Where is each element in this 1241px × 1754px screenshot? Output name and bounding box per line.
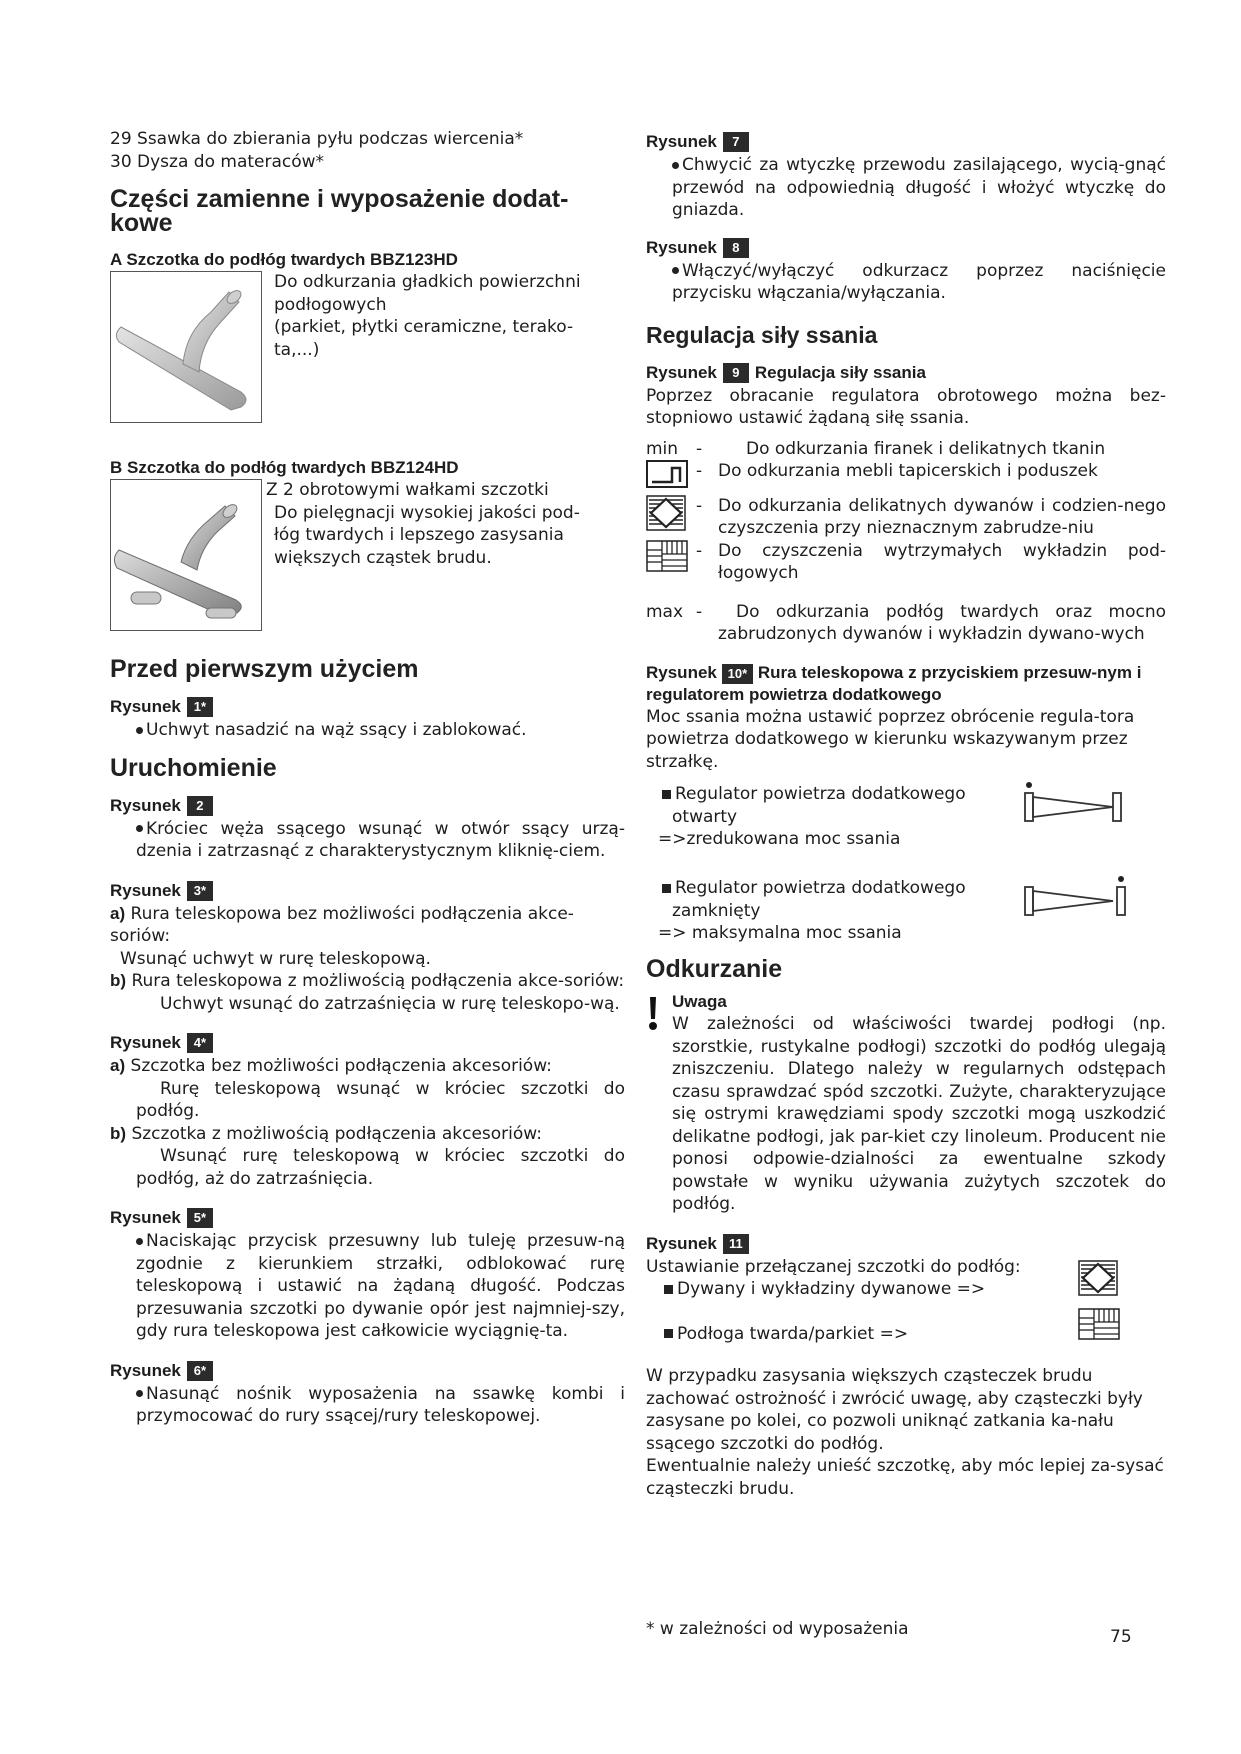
- regulator-open: Regulator powietrza dodatkowego otwarty =>zredukowana moc ssania: [646, 783, 1166, 861]
- section-heading: Uruchomienie: [110, 753, 277, 782]
- instruction-action: Rurę teleskopową wsunąć w króciec szczotki do podłóg.: [136, 1078, 625, 1121]
- instruction: Naciskając przycisk przesuwny lub tuleję przesuw-ną zgodnie z kierunkiem strzałki, odblokować rurę teleskopową i ustawić na żądaną długość. Podczas przesuwania szczotki po dywanie opór jest najmniej-szy, gdy rura teleskopowa jest całkowicie wyciągnię-ta.: [136, 1231, 625, 1341]
- bullet-icon: [672, 267, 679, 274]
- warning-icon: [646, 997, 660, 1031]
- hard-floor-brush-icon: [111, 272, 261, 422]
- roller-brush-icon: [111, 480, 261, 630]
- list-item: 30 Dysza do materaców*: [110, 151, 325, 172]
- warning-block: [646, 991, 1166, 1216]
- figure-number-badge: 10*: [722, 664, 754, 684]
- figure-number-badge: 2: [187, 796, 213, 816]
- figure-label: Rysunek 6*: [110, 1359, 625, 1383]
- figure-number-badge: 9: [723, 363, 749, 383]
- instruction: Uchwyt nasadzić na wąż ssący i zablokować.: [110, 719, 625, 742]
- brush-a-desc: ta,...): [274, 339, 320, 360]
- carpet-icon: [1078, 1260, 1118, 1296]
- setting-key: max: [646, 601, 684, 622]
- instruction: a) Rura teleskopowa bez możliwości podłączenia akce-soriów:: [110, 903, 574, 946]
- brush-a-desc: (parkiet, płytki ceramiczne, terako-: [274, 317, 574, 337]
- brush-b-desc: łóg twardych i lepszego zasysania: [274, 525, 564, 545]
- figure-number-badge: 11: [723, 1234, 749, 1254]
- instruction: Króciec węża ssącego wsunąć w otwór ssący urzą-dzenia i zatrzasnąć z charakterystycznym kliknię-ciem.: [136, 818, 625, 861]
- brush-a-desc: podłogowych: [274, 294, 387, 315]
- square-bullet-icon: [662, 884, 671, 893]
- figure-label: Rysunek 3*: [110, 879, 625, 903]
- figure-label: Rysunek 11: [646, 1232, 1166, 1256]
- paragraph: Moc ssania można ustawić poprzez obrócenie regula-tora powietrza dodatkowego w kierunku wskazywanym przez strzałkę.: [646, 706, 1135, 772]
- brush-a-desc: Do odkurzania gładkich powierzchni: [274, 272, 581, 292]
- figure-number-badge: 7: [723, 132, 749, 152]
- square-bullet-icon: [662, 790, 671, 799]
- figure-label: Rysunek 10* Rura teleskopowa z przyciskiem przesuw-nym i regulatorem powietrza dodatkowego: [646, 662, 1142, 704]
- footnote: * w zależności od wyposażenia: [646, 1619, 909, 1639]
- warning-text: W zależności od właściwości twardej podłogi (np. szorstkie, rustykalne podłogi) szczotki do podłóg ulegają zniszczeniu. Dlatego należy w regularnych odstępach czasu sprawdzać spód szczotki. Zużyte, charakteryzujące się ostrymi krawędziami spody szczotki mogą uszkodzić delikatne podłogi, jak par-kiet czy linoleum. Producent nie ponosi odpowie-dzialności za ewentualne szkody powstałe w wyniku używania zużytych szczotek do podłóg.: [672, 1014, 1166, 1214]
- bullet-icon: [136, 825, 143, 832]
- suction-settings: [646, 438, 1166, 646]
- brush-b-title: B Szczotka do podłóg twardych BBZ124HD: [110, 458, 459, 477]
- brush-b-block: [110, 479, 625, 631]
- upholstery-icon: [646, 460, 688, 488]
- figure-number-badge: 3*: [187, 881, 213, 901]
- page-number: 75: [1110, 1627, 1132, 1647]
- figure-label: Rysunek 5*: [110, 1206, 625, 1230]
- section-heading: Regulacja siły ssania: [646, 321, 878, 348]
- figure-label: Rysunek 8: [646, 236, 1166, 260]
- brush-b-desc: Z 2 obrotowymi wałkami szczotki: [266, 480, 549, 500]
- square-bullet-icon: [664, 1285, 673, 1294]
- square-bullet-icon: [664, 1329, 673, 1338]
- closed-regulator-icon: [1021, 871, 1131, 921]
- figure-label: Rysunek 9 Regulacja siły ssania: [646, 362, 926, 382]
- instruction: Chwycić za wtyczkę przewodu zasilającego, wycią-gnąć przewód na odpowiednią długość i włożyć wtyczkę do gniazda.: [672, 155, 1166, 220]
- instruction: b) Rura teleskopowa z możliwością podłączenia akce-soriów:: [110, 971, 625, 991]
- figure-number-badge: 5*: [187, 1208, 213, 1228]
- open-regulator-icon: [1021, 777, 1131, 827]
- warning-title: Uwaga: [672, 992, 727, 1011]
- right-column: [646, 128, 1166, 1500]
- brush-a-title: A Szczotka do podłóg twardych BBZ123HD: [110, 250, 458, 269]
- brush-b-desc: większych cząstek brudu.: [274, 547, 492, 568]
- hard-floor-icon: [646, 540, 688, 572]
- instruction-action: Uchwyt wsunąć do zatrzaśnięcia w rurę teleskopo-wą.: [160, 993, 620, 1014]
- paragraph: W przypadku zasysania większych cząsteczek brudu zachować ostrożność i zwrócić uwagę, aby cząsteczki były zasysane po kolei, co pozwoli uniknąć zatkania ka-nału ssącego szczotki do podłóg.: [646, 1366, 1143, 1454]
- section-heading: Odkurzanie: [646, 955, 783, 983]
- bullet-icon: [136, 1238, 143, 1245]
- section-heading: Części zamienne i wyposażenie dodat-kowe: [110, 185, 569, 237]
- setting-key: min: [646, 438, 679, 459]
- left-column: [110, 128, 625, 1428]
- paragraph: Ewentualnie należy unieść szczotkę, aby móc lepiej za-sysać cząsteczki brudu.: [646, 1456, 1164, 1499]
- bullet-icon: [136, 727, 143, 734]
- paragraph: Poprzez obracanie regulatora obrotowego można bez-stopniowo ustawić żądaną siłę ssania.: [646, 385, 1166, 428]
- setting-row: - Do czyszczenia wytrzymałych wykładzin pod-łogowych: [646, 540, 1166, 585]
- brush-a-image: [110, 271, 262, 423]
- figure-label: Rysunek 1*: [110, 695, 625, 719]
- brush-switch-block: Ustawianie przełączanej szczotki do podłóg: Dywany i wykładziny dywanowe => Podłoga twarda/parkiet =>: [646, 1256, 1166, 1346]
- brush-a-block: [110, 271, 625, 423]
- figure-number-badge: 4*: [187, 1033, 213, 1053]
- instruction: Nasunąć nośnik wyposażenia na ssawkę kombi i przymocować do rury ssącej/rury teleskopowej.: [136, 1383, 625, 1426]
- brush-b-image: [110, 479, 262, 631]
- setting-row: - Do odkurzania mebli tapicerskich i poduszek: [646, 460, 1166, 495]
- regulator-closed: Regulator powietrza dodatkowego zamknięty => maksymalna moc ssania: [646, 877, 1166, 945]
- bullet-icon: [136, 1390, 143, 1397]
- instruction: b) Szczotka z możliwością podłączenia akcesoriów:: [110, 1123, 543, 1144]
- hard-floor-icon: [1078, 1308, 1120, 1340]
- list-item: 29 Ssawka do zbierania pyłu podczas wiercenia*: [110, 129, 524, 149]
- bullet-icon: [672, 162, 679, 169]
- setting-row: max - Do odkurzania podłóg twardych oraz mocno zabrudzonych dywanów i wykładzin dywano-wych: [646, 601, 1166, 644]
- instruction-action: Wsunąć uchwyt w rurę teleskopową.: [120, 948, 431, 969]
- instruction-action: Wsunąć rurę teleskopową w króciec szczotki do podłóg, aż do zatrzaśnięcia.: [136, 1146, 625, 1189]
- figure-number-badge: 6*: [187, 1361, 213, 1381]
- figure-label: Rysunek 7: [646, 130, 1166, 154]
- instruction: Włączyć/wyłączyć odkurzacz poprzez naciśnięcie przycisku włączania/wyłączania.: [672, 260, 1166, 303]
- setting-row: min - Do odkurzania firanek i delikatnych tkanin: [646, 438, 1106, 459]
- setting-row: - Do odkurzania delikatnych dywanów i codzien-nego czyszczenia przy nieznacznym zabrudze-niu: [646, 495, 1166, 540]
- brush-b-desc: Do pielęgnacji wysokiej jakości pod-: [274, 502, 580, 523]
- figure-number-badge: 1*: [187, 697, 213, 717]
- figure-label: Rysunek 4*: [110, 1031, 625, 1055]
- instruction: a) Szczotka bez możliwości podłączenia akcesoriów:: [110, 1056, 552, 1076]
- figure-number-badge: 8: [723, 238, 749, 258]
- section-heading: Przed pierwszym użyciem: [110, 655, 419, 683]
- figure-label: Rysunek 2: [110, 794, 625, 818]
- carpet-icon: [646, 495, 686, 531]
